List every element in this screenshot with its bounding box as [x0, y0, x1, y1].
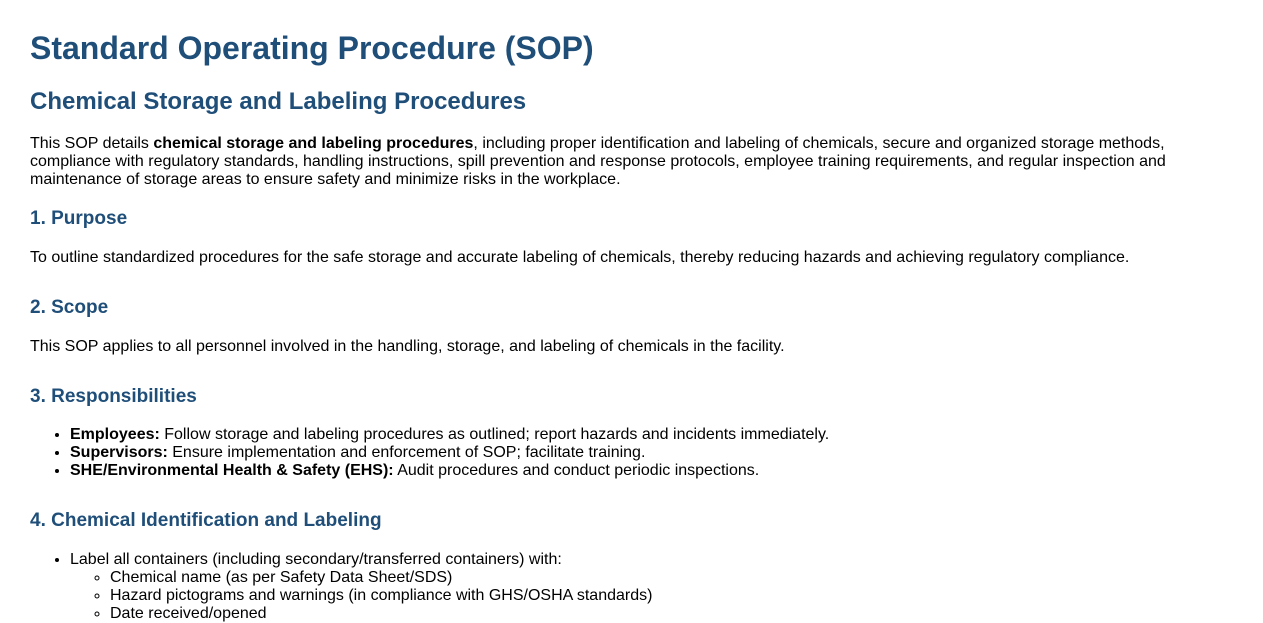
list-item-text: Label all containers (including secondary/transferred containers) with:: [70, 551, 562, 568]
label-requirements-list: [70, 569, 652, 623]
scope-text: This SOP applies to all personnel involved in the handling, storage, and labeling of chemicals in the facility.: [30, 338, 785, 355]
responsibilities-list: [30, 426, 829, 480]
role-label: SHE/Environmental Health & Safety (EHS):: [70, 462, 394, 479]
list-item: [70, 426, 829, 444]
role-description: Ensure implementation and enforcement of SOP; facilitate training.: [167, 444, 646, 461]
role-label: Supervisors:: [70, 444, 168, 461]
role-description: Audit procedures and conduct periodic inspections.: [393, 462, 760, 479]
sub-list-item: ◦ Chemical name (as per Safety Data Sheet/SDS): [110, 569, 652, 587]
sub-list-item: ◦ Date received/opened: [110, 605, 652, 623]
identification-list: [30, 551, 652, 623]
section-heading-responsibilities: 3. Responsibilities: [30, 386, 197, 407]
section-heading-scope: 2. Scope: [30, 297, 109, 318]
list-item: [70, 444, 829, 462]
purpose-text: To outline standardized procedures for the safe storage and accurate labeling of chemicals, thereby reducing hazards and achieving regulatory compliance.: [30, 249, 1130, 266]
role-description: Follow storage and labeling procedures as outlined; report hazards and incidents immediately.: [159, 426, 830, 443]
page-title: Standard Operating Procedure (SOP): [30, 30, 594, 66]
section-heading-purpose: 1. Purpose: [30, 208, 128, 229]
intro-paragraph: [30, 135, 1220, 189]
list-item: [70, 462, 829, 480]
page-subtitle: Chemical Storage and Labeling Procedures: [30, 88, 527, 115]
intro-prefix: This SOP details: [30, 135, 154, 152]
role-label: Employees:: [70, 426, 160, 443]
intro-suffix: , including proper identification and labeling of chemicals, secure and organized storage methods, compliance with regulatory standards, handling instructions, spill prevention and response protocols, employee training requirements, and regular inspection and maintenance of storage areas to ensure safety and minimize risks in the workplace.: [30, 135, 1166, 188]
section-heading-identification: 4. Chemical Identification and Labeling: [30, 510, 382, 531]
intro-bold-phrase: chemical storage and labeling procedures: [153, 135, 474, 152]
list-item: [70, 551, 652, 623]
sub-list-item: ◦ Hazard pictograms and warnings (in compliance with GHS/OSHA standards): [110, 587, 652, 605]
